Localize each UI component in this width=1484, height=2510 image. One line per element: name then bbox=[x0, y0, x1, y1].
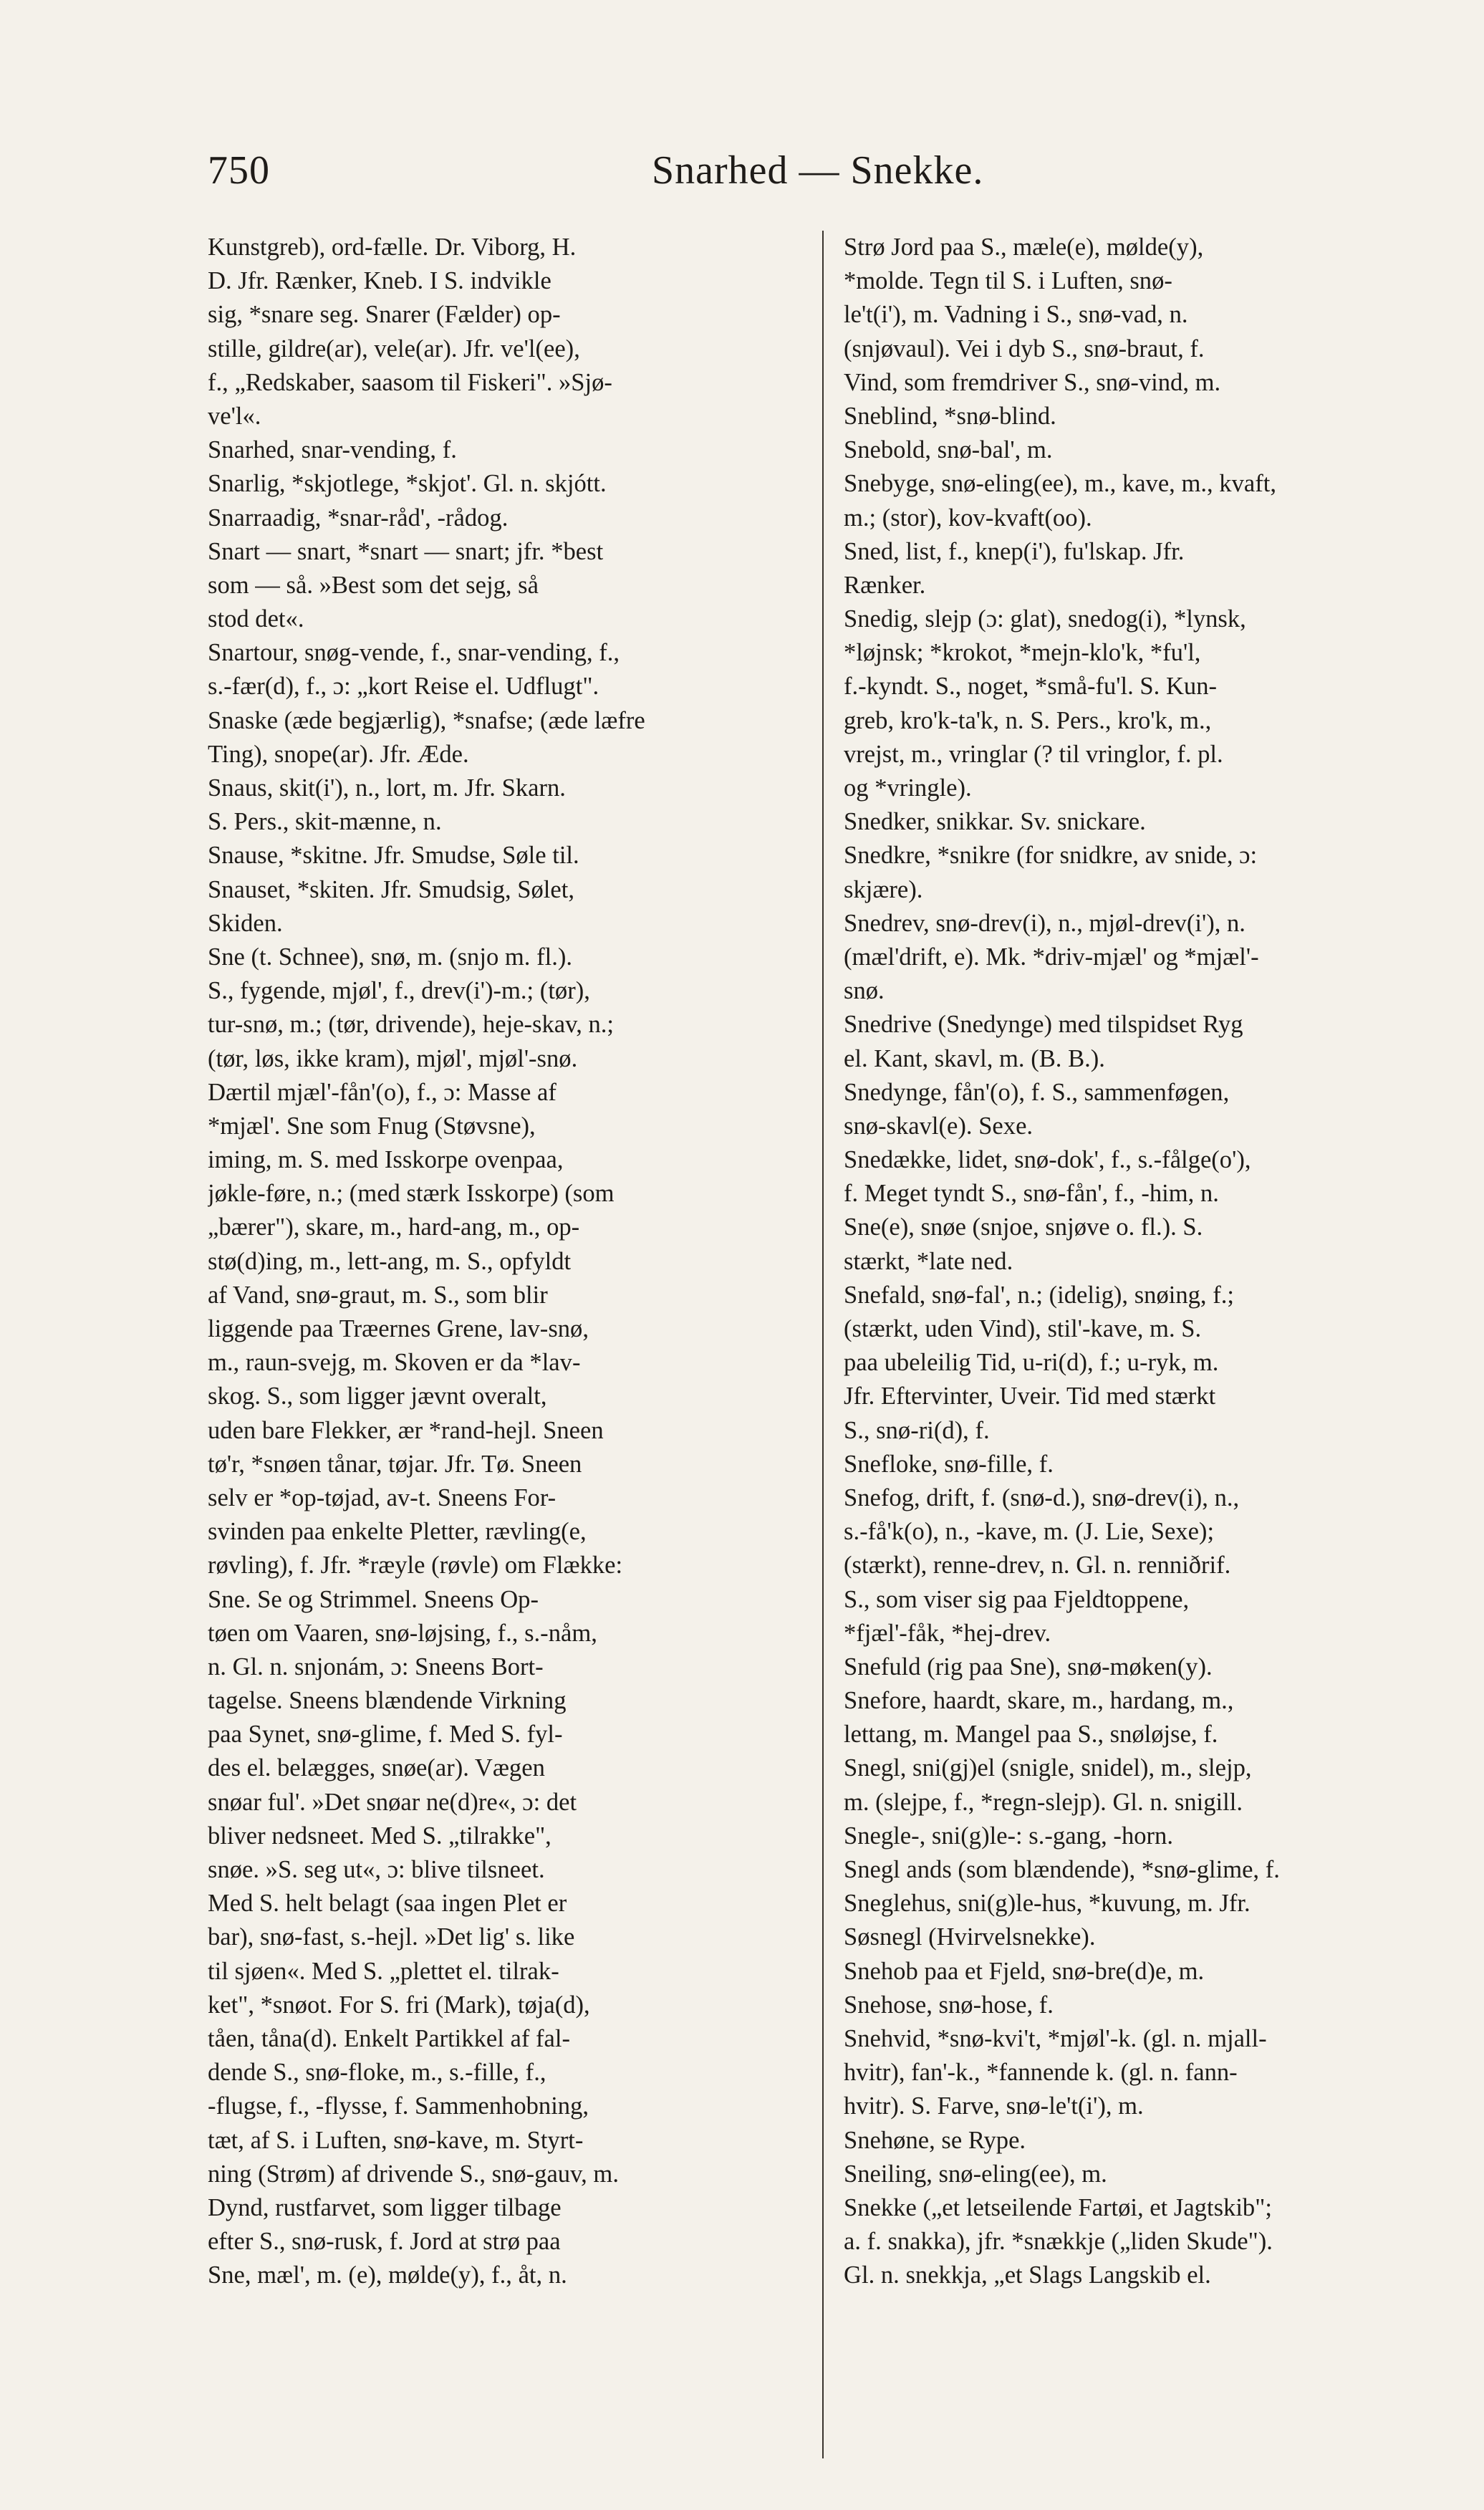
entry-line: stille, gildre(ar), vele(ar). Jfr. ve'l(ee), bbox=[208, 335, 580, 362]
entry-line: *mjæl'. Sne som Fnug (Støvsne), bbox=[208, 1112, 536, 1140]
entry-line: bliver nedsneet. Med S. „tilrakke", bbox=[208, 1822, 551, 1850]
entry-line: *molde. Tegn til S. i Luften, snø- bbox=[844, 267, 1172, 295]
entry-line: a. f. snakka), jfr. *snækkje („liden Skude"). bbox=[844, 2228, 1273, 2256]
entry-line: Snefore, haardt, skare, m., hardang, m., bbox=[844, 1687, 1234, 1715]
entry-line: tø'r, *snøen tånar, tøjar. Jfr. Tø. Sneen bbox=[208, 1450, 582, 1478]
entry-line: liggende paa Træernes Grene, lav-snø, bbox=[208, 1315, 589, 1342]
entry-line: Sned, list, f., knep(i'), fu'lskap. Jfr. bbox=[844, 537, 1185, 565]
left-column bbox=[208, 231, 838, 2292]
entry-line: (mæl'drift, e). Mk. *driv-mjæl' og *mjæl'- bbox=[844, 943, 1259, 971]
entry-line: Snegl, sni(gj)el (snigle, snidel), m., slejp, bbox=[844, 1754, 1252, 1782]
entry-line: s.-fær(d), f., ɔ: „kort Reise el. Udflugt". bbox=[208, 673, 599, 701]
entry-line: Snedkre, *snikre (for snidkre, av snide, ɔ: bbox=[844, 842, 1258, 870]
entry-line: s.-få'k(o), n., -kave, m. (J. Lie, Sexe); bbox=[844, 1518, 1215, 1546]
entry-line: Kunstgreb), ord-fælle. Dr. Viborg, H. bbox=[208, 234, 577, 261]
entry-line: (stærkt, uden Vind), stil'-kave, m. S. bbox=[844, 1315, 1202, 1342]
entry-line: (stærkt), renne-drev, n. Gl. n. renniðrif. bbox=[844, 1552, 1231, 1579]
entry-line: vrejst, m., vringlar (? til vringlor, f. pl. bbox=[844, 740, 1223, 768]
entry-line: tøen om Vaaren, snø-løjsing, f., s.-nåm, bbox=[208, 1619, 597, 1647]
entry-line: f. Meget tyndt S., snø-fån', f., -him, n. bbox=[844, 1180, 1219, 1208]
entry-line: el. Kant, skavl, m. (B. B.). bbox=[844, 1044, 1105, 1072]
entry-line: Sneglehus, sni(g)le-hus, *kuvung, m. Jfr. bbox=[844, 1890, 1251, 1918]
entry-line: m., raun-svejg, m. Skoven er da *lav- bbox=[208, 1349, 581, 1377]
entry-line: ket", *snøot. For S. fri (Mark), tøja(d), bbox=[208, 1991, 590, 2019]
entry-line: snø-skavl(e). Sexe. bbox=[844, 1112, 1034, 1140]
entry-line: hvitr), fan'-k., *fannende k. (gl. n. fann- bbox=[844, 2059, 1238, 2087]
entry-line: S., fygende, mjøl', f., drev(i')-m.; (tør), bbox=[208, 977, 590, 1005]
entry-line: Sne, mæl', m. (e), mølde(y), f., åt, n. bbox=[208, 2261, 567, 2289]
entry-line: Snarraadig, *snar-råd', -rådog. bbox=[208, 504, 509, 532]
entry-line: (tør, løs, ikke kram), mjøl', mjøl'-snø. bbox=[208, 1044, 578, 1072]
entry-line: Sne(e), snøe (snjoe, snjøve o. fl.). S. bbox=[844, 1213, 1203, 1241]
entry-line: tur-snø, m.; (tør, drivende), heje-skav, n.; bbox=[208, 1011, 615, 1039]
entry-line: som — så. »Best som det sejg, så bbox=[208, 571, 539, 599]
entry-line: S., snø-ri(d), f. bbox=[844, 1416, 990, 1444]
entry-line: Snehob paa et Fjeld, snø-bre(d)e, m. bbox=[844, 1957, 1205, 1985]
entry-line: Snebyge, snø-eling(ee), m., kave, m., kvaft, bbox=[844, 470, 1276, 498]
entry-line: ning (Strøm) af drivende S., snø-gauv, m. bbox=[208, 2160, 619, 2188]
entry-line: Snebold, snø-bal', m. bbox=[844, 436, 1053, 464]
running-title: Snarhed — Snekke. bbox=[652, 148, 984, 193]
entry-line: S., som viser sig paa Fjeldtoppene, bbox=[844, 1585, 1190, 1613]
entry-line: „bærer"), skare, m., hard-ang, m., op- bbox=[208, 1213, 580, 1241]
entry-line: f.-kyndt. S., noget, *små-fu'l. S. Kun- bbox=[844, 673, 1218, 701]
entry-line: iming, m. S. med Isskorpe ovenpaa, bbox=[208, 1146, 564, 1174]
entry-line: Snehvid, *snø-kvi't, *mjøl'-k. (gl. n. mjall- bbox=[844, 2024, 1267, 2052]
entry-line: tæt, af S. i Luften, snø-kave, m. Styrt- bbox=[208, 2126, 584, 2154]
entry-line: Snefog, drift, f. (snø-d.), snø-drev(i), n., bbox=[844, 1484, 1240, 1511]
entry-line: Snekke („et letseilende Fartøi, et Jagtskib"; bbox=[844, 2193, 1272, 2221]
entry-line: Snegl ands (som blændende), *snø-glime, f. bbox=[844, 1856, 1280, 1883]
entry-line: -flugse, f., -flysse, f. Sammenhobning, bbox=[208, 2092, 589, 2120]
entry-line: Snaske (æde begjærlig), *snafse; (æde læfre bbox=[208, 706, 645, 734]
entry-line: Snart — snart, *snart — snart; jfr. *best bbox=[208, 537, 604, 565]
entry-line: snøe. »S. seg ut«, ɔ: blive tilsneet. bbox=[208, 1856, 545, 1883]
entry-line: Gl. n. snekkja, „et Slags Langskib el. bbox=[844, 2261, 1211, 2289]
entry-line: *fjæl'-fåk, *hej-drev. bbox=[844, 1619, 1051, 1647]
entry-line: sig, *snare seg. Snarer (Fælder) op- bbox=[208, 301, 561, 329]
entry-line: Jfr. Eftervinter, Uveir. Tid med stærkt bbox=[844, 1383, 1216, 1410]
entry-line: til sjøen«. Med S. „plettet el. tilrak- bbox=[208, 1957, 559, 1985]
entry-line: Ting), snope(ar). Jfr. Æde. bbox=[208, 740, 469, 768]
entry-line: m.; (stor), kov-kvaft(oo). bbox=[844, 504, 1092, 532]
entry-line: snø. bbox=[844, 977, 885, 1005]
entry-line: f., „Redskaber, saasom til Fiskeri". »Sjø- bbox=[208, 368, 612, 396]
entry-line: Skiden. bbox=[208, 909, 283, 937]
entry-line: stø(d)ing, m., lett-ang, m. S., opfyldt bbox=[208, 1247, 572, 1275]
entry-line: Snedig, slejp (ɔ: glat), snedog(i), *lynsk, bbox=[844, 605, 1246, 633]
entry-line: Søsnegl (Hvirvelsnekke). bbox=[844, 1923, 1096, 1951]
entry-line: hvitr). S. Farve, snø-le't(i'), m. bbox=[844, 2092, 1144, 2120]
entry-line: Snedrev, snø-drev(i), n., mjøl-drev(i'), n. bbox=[844, 909, 1246, 937]
entry-line: uden bare Flekker, ær *rand-hejl. Sneen bbox=[208, 1416, 604, 1444]
entry-line: stærkt, *late ned. bbox=[844, 1247, 1013, 1275]
entry-line: Snarhed, snar-vending, f. bbox=[208, 436, 457, 464]
entry-line: n. Gl. n. snjonám, ɔ: Sneens Bort- bbox=[208, 1653, 544, 1680]
page-number: 750 bbox=[208, 148, 270, 193]
entry-line: efter S., snø-rusk, f. Jord at strø paa bbox=[208, 2228, 561, 2256]
entry-line: Sne. Se og Strimmel. Sneens Op- bbox=[208, 1585, 539, 1613]
entry-line: stod det«. bbox=[208, 605, 304, 633]
entry-line: jøkle-føre, n.; (med stærk Isskorpe) (som bbox=[208, 1180, 615, 1208]
entry-line: greb, kro'k-ta'k, n. S. Pers., kro'k, m., bbox=[844, 706, 1212, 734]
entry-line: Sneiling, snø-eling(ee), m. bbox=[844, 2160, 1107, 2188]
entry-line: og *vringle). bbox=[844, 774, 972, 802]
entry-line: selv er *op-tøjad, av-t. Sneens For- bbox=[208, 1484, 556, 1511]
entry-line: Rænker. bbox=[844, 571, 926, 599]
entry-line: af Vand, snø-graut, m. S., som blir bbox=[208, 1281, 548, 1309]
entry-line: Snedynge, fån'(o), f. S., sammenføgen, bbox=[844, 1078, 1230, 1106]
entry-line: S. Pers., skit-mænne, n. bbox=[208, 808, 442, 836]
entry-line: dende S., snø-floke, m., s.-fille, f., bbox=[208, 2059, 546, 2087]
entry-line: *løjnsk; *krokot, *mejn-klo'k, *fu'l, bbox=[844, 639, 1201, 667]
entry-line: Sneblind, *snø-blind. bbox=[844, 402, 1056, 430]
entry-line: skjære). bbox=[844, 875, 923, 903]
entry-line: Med S. helt belagt (saa ingen Plet er bbox=[208, 1890, 567, 1918]
entry-line: D. Jfr. Rænker, Kneb. I S. indvikle bbox=[208, 267, 551, 295]
entry-line: Snefuld (rig paa Sne), snø-møken(y). bbox=[844, 1653, 1213, 1680]
entry-line: Snedker, snikkar. Sv. snickare. bbox=[844, 808, 1146, 836]
entry-line: Vind, som fremdriver S., snø-vind, m. bbox=[844, 368, 1221, 396]
entry-line: Snehose, snø-hose, f. bbox=[844, 1991, 1054, 2019]
entry-line: Dynd, rustfarvet, som ligger tilbage bbox=[208, 2193, 562, 2221]
entry-line: Snedække, lidet, snø-dok', f., s.-fålge(o'), bbox=[844, 1146, 1251, 1174]
entry-line: Snause, *skitne. Jfr. Smudse, Søle til. bbox=[208, 842, 579, 870]
entry-line: paa Synet, snø-glime, f. Med S. fyl- bbox=[208, 1721, 563, 1749]
entry-line: m. (slejpe, f., *regn-slejp). Gl. n. snigill. bbox=[844, 1788, 1243, 1816]
entry-line: tagelse. Sneens blændende Virkning bbox=[208, 1687, 567, 1715]
entry-line: røvling), f. Jfr. *ræyle (røvle) om Flække: bbox=[208, 1552, 623, 1579]
entry-line: Snedrive (Snedynge) med tilspidset Ryg bbox=[844, 1011, 1243, 1039]
entry-line: des el. belægges, snøe(ar). Vægen bbox=[208, 1754, 545, 1782]
right-column bbox=[844, 231, 1474, 2292]
entry-line: bar), snø-fast, s.-hejl. »Det lig' s. like bbox=[208, 1923, 575, 1951]
entry-line: snøar ful'. »Det snøar ne(d)re«, ɔ: det bbox=[208, 1788, 577, 1816]
entry-line: Strø Jord paa S., mæle(e), mølde(y), bbox=[844, 234, 1204, 261]
entry-line: Snaus, skit(i'), n., lort, m. Jfr. Skarn. bbox=[208, 774, 566, 802]
entry-line: Snehøne, se Rype. bbox=[844, 2126, 1026, 2154]
entry-line: Snefloke, snø-fille, f. bbox=[844, 1450, 1054, 1478]
entry-line: svinden paa enkelte Pletter, rævling(e, bbox=[208, 1518, 587, 1546]
page-header bbox=[208, 148, 1454, 205]
entry-line: lettang, m. Mangel paa S., snøløjse, f. bbox=[844, 1721, 1218, 1749]
column-divider bbox=[822, 231, 824, 2458]
entry-line: Snartour, snøg-vende, f., snar-vending, f., bbox=[208, 639, 620, 667]
entry-line: Snegle-, sni(g)le-: s.-gang, -horn. bbox=[844, 1822, 1173, 1850]
entry-line: Dærtil mjæl'-fån'(o), f., ɔ: Masse af bbox=[208, 1078, 556, 1106]
entry-line: (snjøvaul). Vei i dyb S., snø-braut, f. bbox=[844, 335, 1205, 362]
entry-line: Snauset, *skiten. Jfr. Smudsig, Sølet, bbox=[208, 875, 574, 903]
entry-line: Sne (t. Schnee), snø, m. (snjo m. fl.). bbox=[208, 943, 572, 971]
entry-line: Snarlig, *skjotlege, *skjot'. Gl. n. skjótt. bbox=[208, 470, 607, 498]
entry-line: ve'l«. bbox=[208, 402, 261, 430]
entry-line: paa ubeleilig Tid, u-ri(d), f.; u-ryk, m. bbox=[844, 1349, 1219, 1377]
entry-line: le't(i'), m. Vadning i S., snø-vad, n. bbox=[844, 301, 1188, 329]
entry-line: tåen, tåna(d). Enkelt Partikkel af fal- bbox=[208, 2024, 570, 2052]
entry-line: skog. S., som ligger jævnt overalt, bbox=[208, 1383, 547, 1410]
entry-line: Snefald, snø-fal', n.; (idelig), snøing, f.; bbox=[844, 1281, 1234, 1309]
